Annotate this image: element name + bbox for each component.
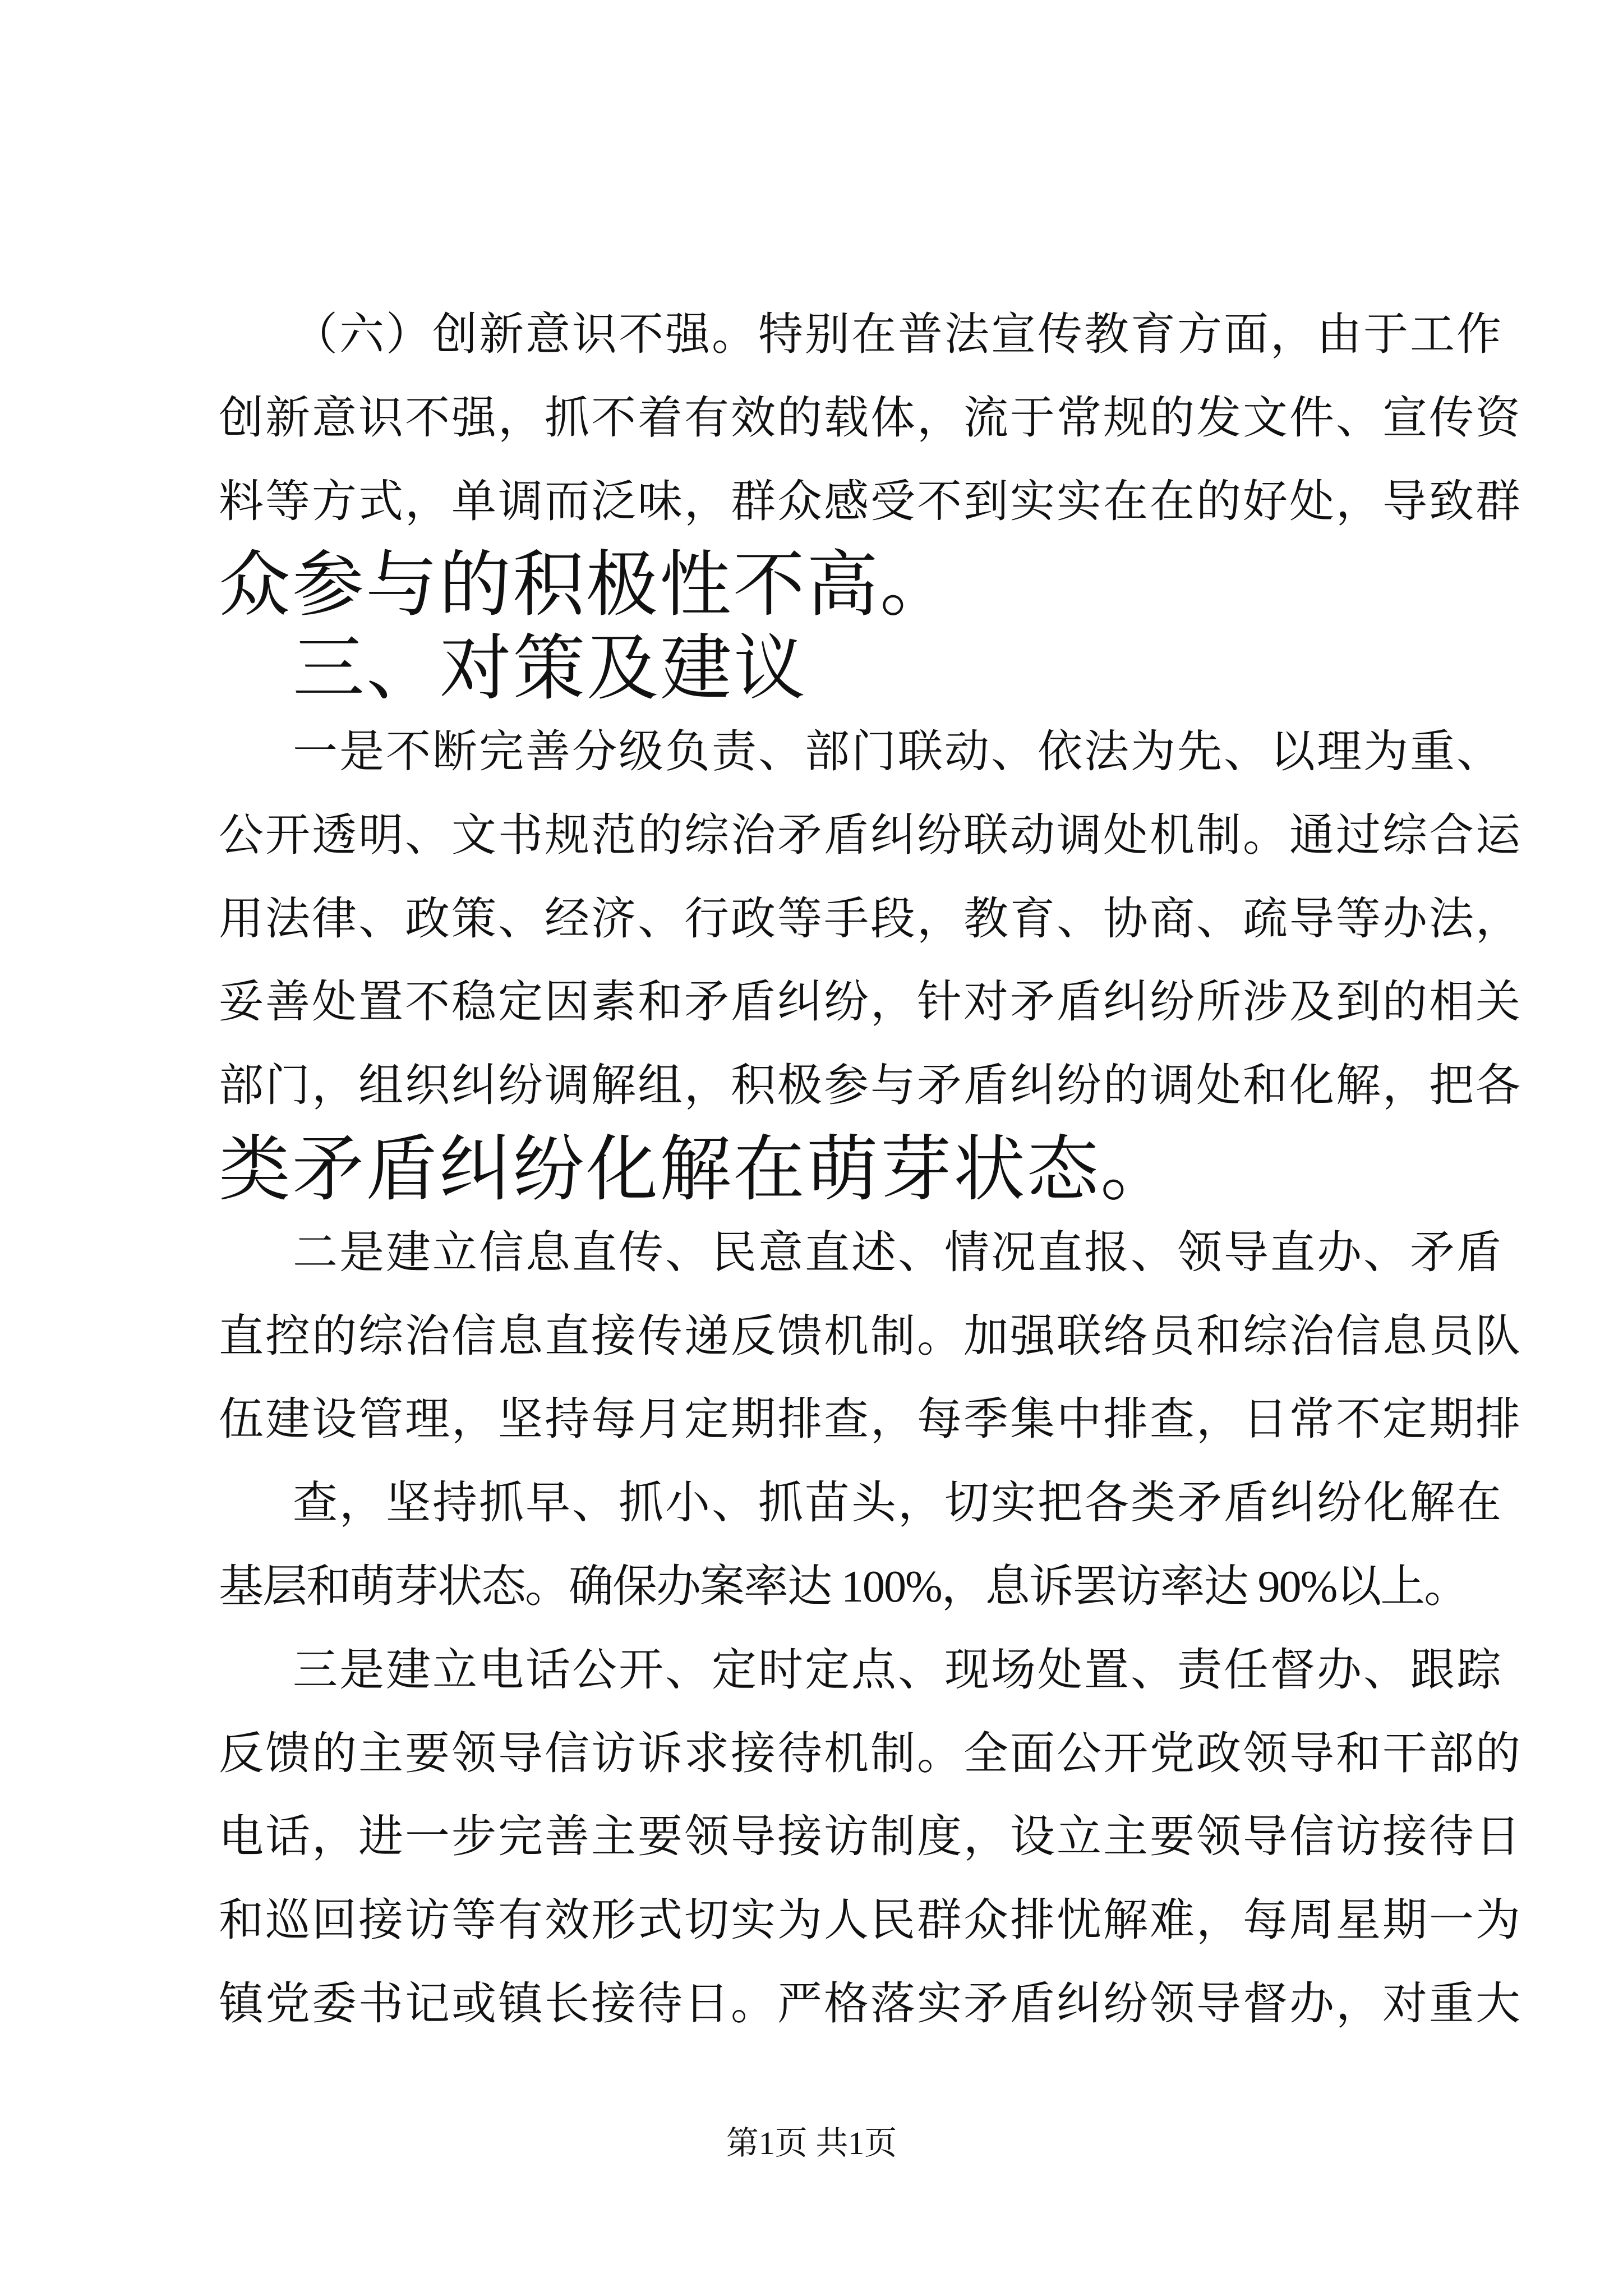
body-line: 电话，进一步完善主要领导接访制度，设立主要领导信访接待日 — [219, 1812, 1522, 1862]
body-line: 镇党委书记或镇长接待日。严格落实矛盾纠纷领导督办，对重大 — [219, 1980, 1522, 2029]
body-line: 三、对策及建议 — [293, 629, 808, 709]
body-line: 一是不断完善分级负责、部门联动、依法为先、以理为重、 — [293, 728, 1503, 777]
body-line: 众参与的积极性不高。 — [219, 545, 954, 625]
body-line: 类矛盾纠纷化解在萌芽状态。 — [219, 1130, 1174, 1209]
body-line: 基层和萌芽状态。确保办案率达 100%，息诉罢访率达 90%以上。 — [219, 1562, 1468, 1612]
body-line: 查，坚持抓早、抓小、抓苗头，切实把各类矛盾纠纷化解在 — [293, 1479, 1503, 1529]
body-line: （六）创新意识不强。特别在普法宣传教育方面，由于工作 — [293, 310, 1503, 360]
body-line: 料等方式，单调而泛味，群众感受不到实实在在的好处，导致群 — [219, 477, 1522, 527]
body-line: 和巡回接访等有效形式切实为人民群众排忧解难，每周星期一为 — [219, 1896, 1522, 1946]
body-line: 反馈的主要领导信访诉求接待机制。全面公开党政领导和干部的 — [219, 1729, 1522, 1779]
body-line: 创新意识不强，抓不着有效的载体，流于常规的发文件、宣传资 — [219, 393, 1522, 443]
body-line: 三是建立电话公开、定时定点、现场处置、责任督办、跟踪 — [293, 1645, 1503, 1695]
body-line: 公开透明、文书规范的综治矛盾纠纷联动调处机制。通过综合运 — [219, 811, 1522, 861]
body-line: 妥善处置不稳定因素和矛盾纠纷，针对矛盾纠纷所涉及到的相关 — [219, 978, 1522, 1028]
body-line: 用法律、政策、经济、行政等手段，教育、协商、疏导等办法， — [219, 894, 1522, 944]
body-line: 直控的综治信息直接传递反馈机制。加强联络员和综治信息员队 — [219, 1312, 1522, 1361]
body-line: 伍建设管理，坚持每月定期排查，每季集中排查，日常不定期排 — [219, 1395, 1522, 1445]
body-line: 部门，组织纠纷调解组，积极参与矛盾纠纷的调处和化解，把各 — [219, 1061, 1522, 1111]
page-footer: 第1页 共1页 — [726, 2125, 897, 2161]
body-line: 二是建立信息直传、民意直述、情况直报、领导直办、矛盾 — [293, 1228, 1503, 1278]
